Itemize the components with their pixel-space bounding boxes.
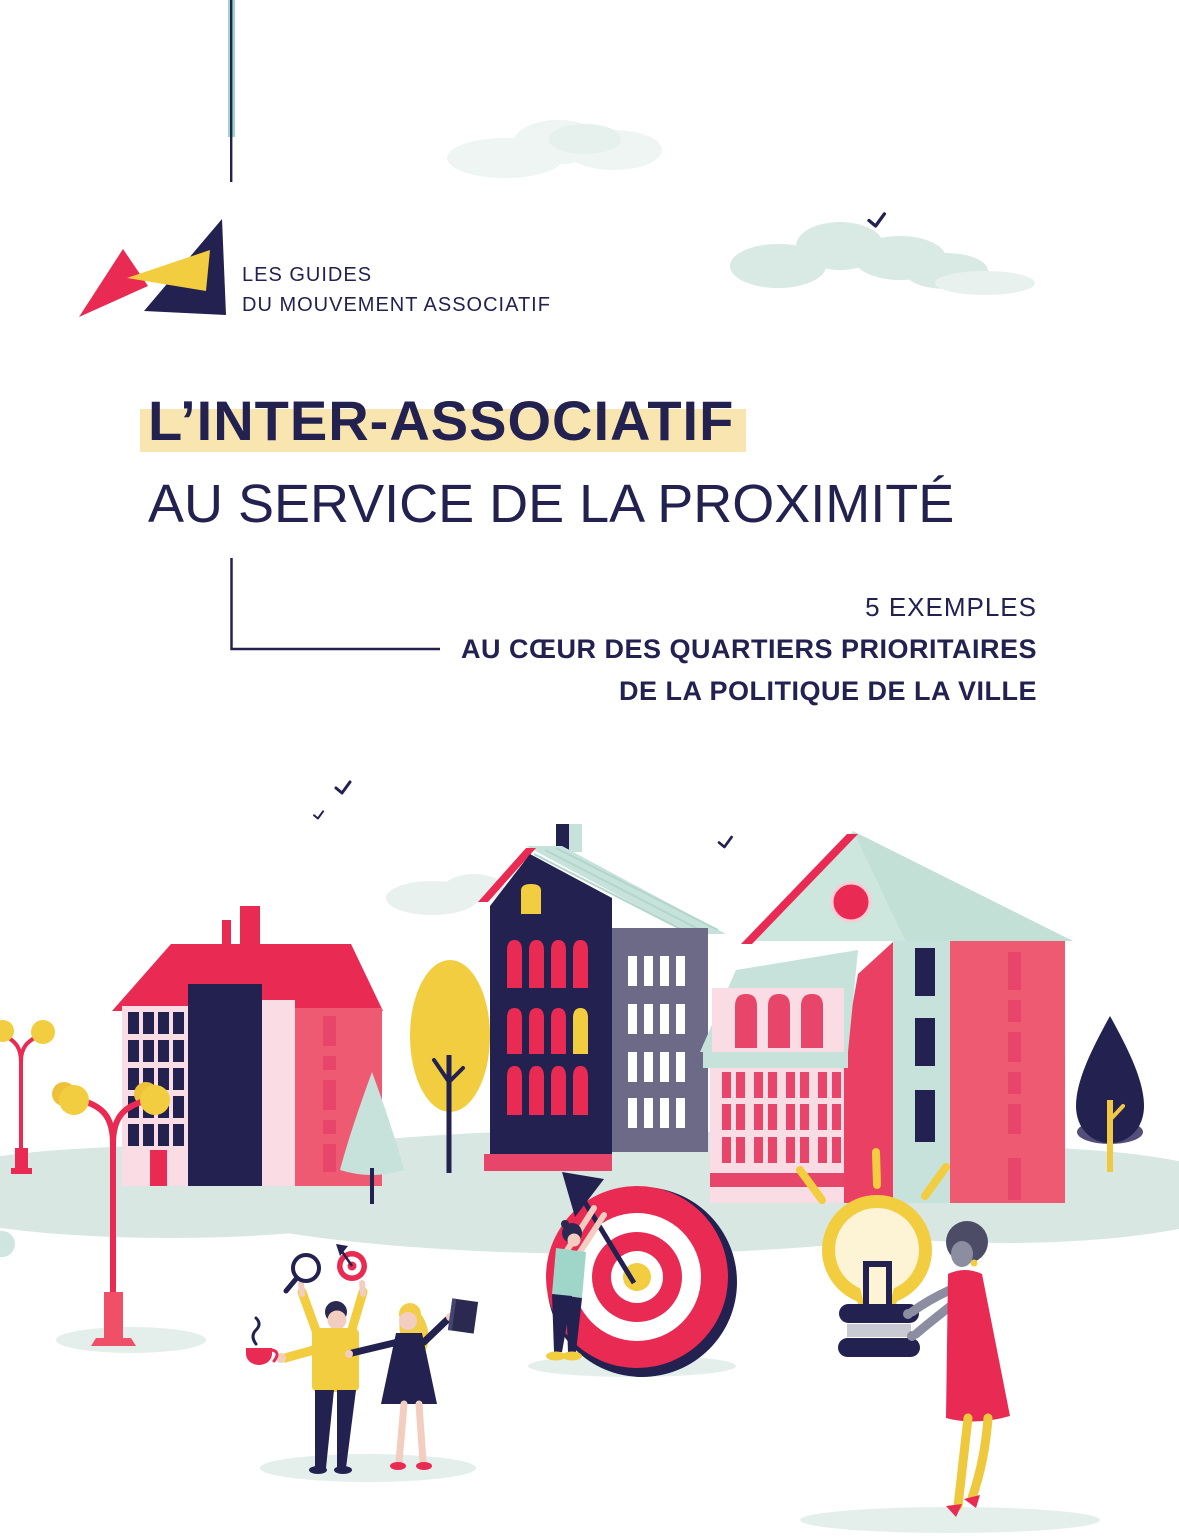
subtitle-line2: AU CŒUR DES QUARTIERS PRIORITAIRES bbox=[460, 634, 1037, 664]
gray-building-icon bbox=[612, 928, 708, 1152]
brand-line2: DU MOUVEMENT ASSOCIATIF bbox=[242, 294, 551, 316]
woman-with-notebook bbox=[345, 1298, 478, 1470]
coffee-cup-icon bbox=[246, 1318, 277, 1365]
notebook-icon bbox=[448, 1298, 478, 1333]
page-title-line2: AU SERVICE DE LA PROXIMITÉ bbox=[148, 474, 955, 534]
teardrop-tree-icon bbox=[1076, 1016, 1144, 1172]
cloud-icon bbox=[730, 222, 1035, 295]
multitasking-man bbox=[246, 1244, 367, 1474]
mint-roof-building-icon bbox=[700, 831, 1073, 1203]
subtitle-line3: DE LA POLITIQUE DE LA VILLE bbox=[618, 676, 1037, 706]
subtitle-examples-count: 5 EXEMPLES bbox=[865, 592, 1037, 622]
triangle-arrows-logo-icon bbox=[79, 219, 226, 317]
page-title-highlighted: L’INTER-ASSOCIATIF bbox=[140, 389, 746, 452]
top-accent-line bbox=[228, 0, 235, 182]
street-lamp-icon bbox=[0, 1020, 55, 1174]
cloud-icon bbox=[447, 120, 662, 178]
pink-building-icon bbox=[112, 906, 383, 1186]
page-title bbox=[140, 389, 746, 452]
brand-lockup bbox=[242, 260, 551, 320]
bracket-line bbox=[232, 558, 441, 649]
mini-target-icon bbox=[336, 1244, 367, 1281]
brand-line1: LES GUIDES bbox=[242, 264, 373, 286]
